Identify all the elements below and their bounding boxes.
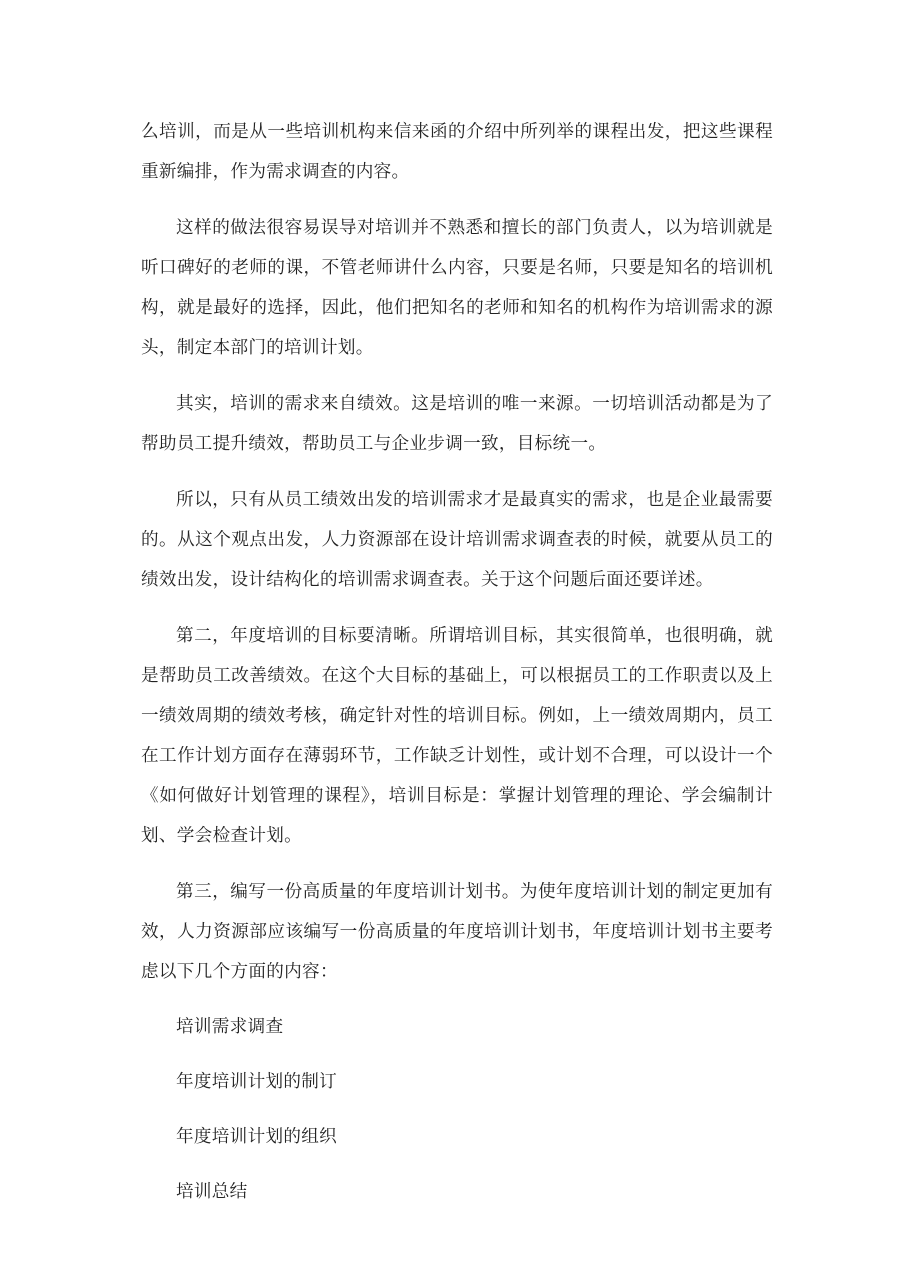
topic-list [141,1007,773,1212]
paragraph: 所以，只有从员工绩效出发的培训需求才是最真实的需求，也是企业最需要的。从这个观点出发，人力资源部在设计培训需求调查表的时候，就要从员工的绩效出发，设计结构化的培训需求调查表。关于这个问题后面还要详述。 [141,490,773,590]
list-item: 年度培训计划的制订 [176,1072,338,1092]
paragraph: 这样的做法很容易误导对培训并不熟悉和擅长的部门负责人，以为培训就是听口碑好的老师的课，不管老师讲什么内容，只要是名师，只要是知名的培训机构，就是最好的选择，因此，他们把知名的老师和知名的机构作为培训需求的源头，制定本部门的培训计划。 [141,218,773,358]
list-item: 年度培训计划的组织 [176,1127,338,1147]
list-item: 培训总结 [176,1182,248,1202]
paragraph: 其实，培训的需求来自绩效。这是培训的唯一来源。一切培训活动都是为了帮助员工提升绩效，帮助员工与企业步调一致，目标统一。 [141,394,773,454]
paragraph: 第三，编写一份高质量的年度培训计划书。为使年度培训计划的制定更加有效，人力资源部应该编写一份高质量的年度培训计划书，年度培训计划书主要考虑以下几个方面的内容： [141,882,773,982]
document-body [141,112,773,1212]
paragraph: 第二，年度培训的目标要清晰。所谓培训目标，其实很简单，也很明确，就是帮助员工改善绩效。在这个大目标的基础上，可以根据员工的工作职责以及上一绩效周期的绩效考核，确定针对性的培训目标。例如，上一绩效周期内，员工在工作计划方面存在薄弱环节，工作缺乏计划性，或计划不合理，可以设计一个《如何做好计划管理的课程》，培训目标是：掌握计划管理的理论、学会编制计划、学会检查计划。 [141,626,773,846]
paragraph-continuation: 么培训，而是从一些培训机构来信来函的介绍中所列举的课程出发，把这些课程重新编排，作为需求调查的内容。 [141,122,773,182]
list-item: 培训需求调查 [176,1017,284,1037]
